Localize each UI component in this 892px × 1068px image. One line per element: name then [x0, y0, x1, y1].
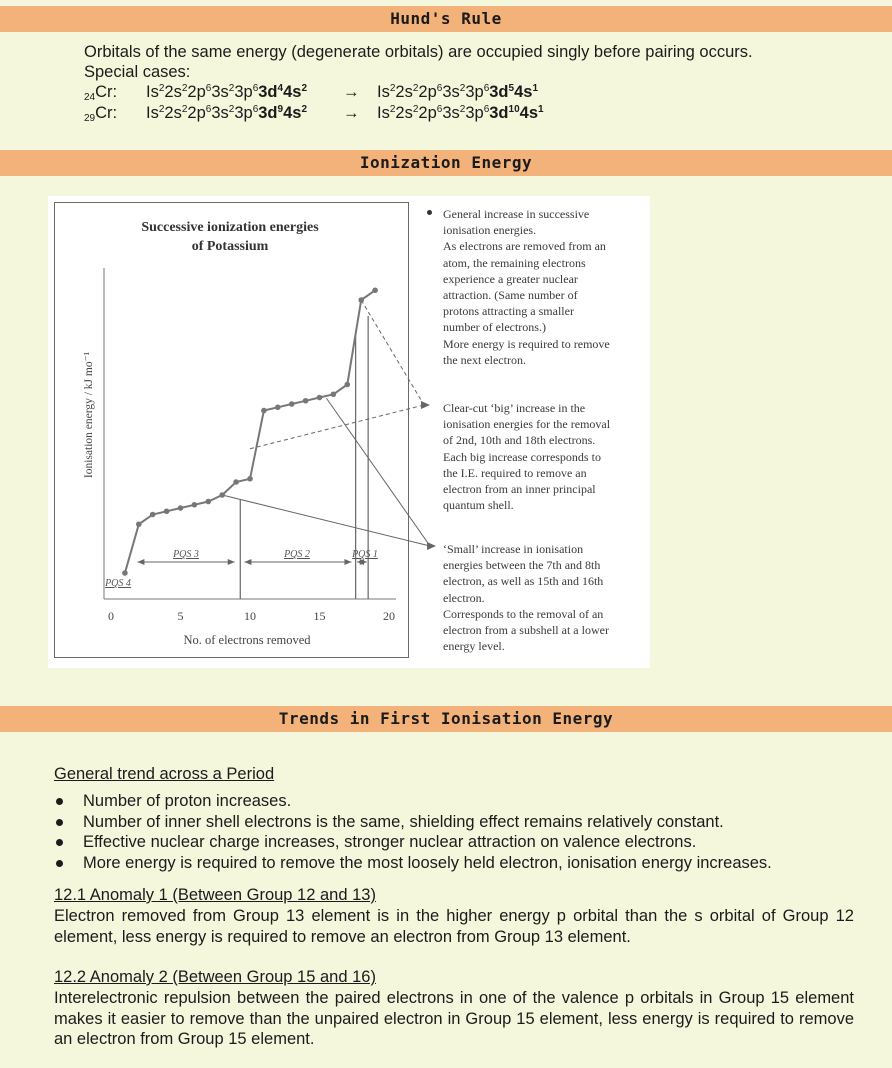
ie-data-point [303, 398, 309, 404]
pqs-label: PQS 1 [352, 549, 378, 560]
note-general-increase: General increase in successive ionisation energies. As electrons are removed from an atom, the remaining electrons experience a greater nuclear attraction. (Same number of protons attracting a smaller number of electrons.) More energy is required to remove the next electron. [443, 207, 610, 367]
ie-data-point [150, 512, 156, 518]
chart-title-line2: of Potassium [191, 239, 269, 254]
callout-pointer-line [222, 495, 430, 546]
pqs-label: PQS 2 [284, 549, 310, 560]
callout-arrowhead [421, 401, 430, 409]
pqs-label: PQS 3 [173, 549, 199, 560]
anomaly1-text: Electron removed from Group 13 element is in the higher energy p orbital than the s orbital of Group 12 element, less energy is required to remove an electron from Group 13 element. [54, 907, 854, 946]
ie-data-point [275, 404, 281, 410]
special-cases-label: Special cases: [84, 63, 191, 81]
list-item: Number of proton increases. [54, 791, 772, 812]
anomaly2-text: Interelectronic repulsion between the paired electrons in one of the valence p orbitals in Group 15 element makes it easier to remove than the unpaired electron in Group 15 element, less energy is required to remove an electron from Group 15 element. [54, 989, 854, 1048]
note-bullet-icon [427, 210, 432, 215]
ie-data-point [358, 297, 364, 303]
callout-arrowhead [427, 542, 436, 550]
general-trend-list [54, 791, 772, 873]
ie-data-point [331, 391, 337, 397]
chart-x-tick-label: 10 [244, 609, 256, 623]
pqs-bracket-arrowhead [244, 559, 251, 565]
pqs-bracket-arrowhead [344, 559, 351, 565]
case-cu29-actual-config: $Is^22s^22p^63s^23p^63d^{10}4s^1$ [377, 104, 544, 122]
ie-data-point [192, 502, 198, 508]
list-item: Effective nuclear charge increases, stronger nuclear attraction on valence electrons. [54, 832, 772, 853]
ie-data-point [247, 476, 253, 482]
callout-pointer-line [361, 300, 424, 405]
ie-data-point [164, 508, 170, 514]
ie-data-point [136, 521, 142, 527]
general-trend-heading: General trend across a Period [54, 765, 275, 783]
case-cr24-actual-config: $Is^22s^22p^63s^23p^63d^54s^1$ [377, 83, 538, 101]
case-cu29-expected-config: $Is^22s^22p^63s^23p^63d^94s^2$ [146, 104, 307, 122]
chart-x-tick-label: 5 [177, 609, 184, 623]
case-cu29-arrow: → [343, 104, 360, 122]
list-item: More energy is required to remove the most loosely held electron, ionisation energy increases. [54, 853, 772, 874]
trends-header: Trends in First Ionisation Energy [0, 706, 892, 732]
ionization-energy-header: Ionization Energy [0, 150, 892, 176]
pqs-label: PQS 4 [105, 578, 131, 589]
ie-data-point [233, 479, 239, 485]
note-big-increase: Clear-cut ‘big’ increase in the ionisation energies for the removal of 2nd, 10th and 18th electrons. Each big increase corresponds to the I.E. required to remove an electron from an inner principal quantum shell. [443, 401, 611, 513]
case-cu29-element: $_{29}$Cr: [84, 104, 118, 124]
ie-data-point [317, 395, 323, 401]
chart-x-tick-label: 15 [313, 609, 326, 623]
pqs-bracket-arrowhead [228, 559, 235, 565]
ie-data-point [206, 499, 212, 505]
chart-x-axis-label: No. of electrons removed [183, 633, 311, 647]
chart-y-axis-label: Ionisation energy / kJ mo⁻¹ [83, 351, 95, 479]
ie-data-point [122, 570, 128, 576]
ie-data-point [261, 408, 267, 414]
callout-pointer-line [250, 405, 424, 449]
pqs-bracket-arrowhead [137, 559, 144, 565]
list-item: Number of inner shell electrons is the same, shielding effect remains relatively constant. [54, 812, 772, 833]
chart-x-tick-label: 20 [383, 609, 395, 623]
case-cr24-arrow: → [343, 83, 360, 101]
chart-x-tick-label: 0 [108, 609, 114, 623]
hunds-rule-header: Hund's Rule [0, 6, 892, 32]
ie-data-point [219, 492, 225, 498]
ie-data-point [345, 382, 351, 388]
ie-series-line [125, 290, 375, 573]
case-cr24-expected-config: $Is^22s^22p^63s^23p^63d^44s^2$ [146, 83, 307, 101]
callout-pointer-line [326, 398, 430, 546]
note-small-increase: ‘Small’ increase in ionisation energies between the 7th and 8th electron, as well as 15th and 16th electron. Corresponds to the removal of an electron from a subshell at a lower energy level. [443, 542, 609, 654]
anomaly1-heading: 12.1 Anomaly 1 (Between Group 12 and 13) [54, 886, 376, 904]
anomaly2-heading: 12.2 Anomaly 2 (Between Group 15 and 16) [54, 968, 376, 986]
case-cr24-element: $_{24}$Cr: [84, 83, 118, 103]
ie-data-point [372, 287, 378, 293]
ie-data-point [178, 505, 184, 511]
chart-title-line1: Successive ionization energies [141, 220, 319, 235]
ie-data-point [289, 401, 295, 407]
hunds-rule-statement: Orbitals of the same energy (degenerate orbitals) are occupied singly before pairing occurs. [84, 43, 753, 61]
